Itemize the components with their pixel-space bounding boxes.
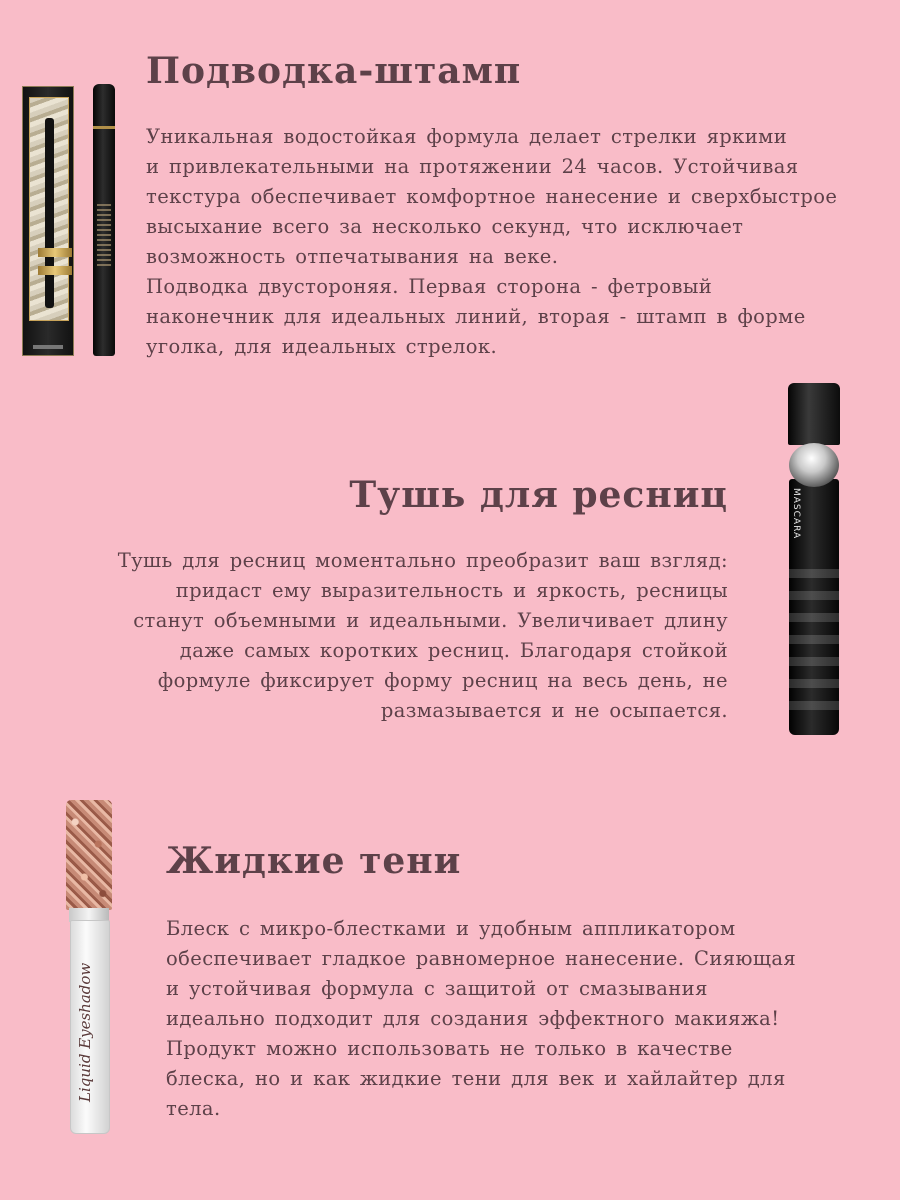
liquid-eyeshadow-product-label: Liquid Eyeshadow (76, 962, 94, 1102)
description-line: Тушь для ресниц моментально преобразит ваш взгляд: (117, 549, 728, 572)
eyeliner-title: Подводка-штамп (146, 50, 522, 92)
description-line: и привлекательными на протяжении 24 часов. Устойчивая (146, 155, 799, 178)
description-line: тела. (166, 1097, 221, 1120)
description-line: Блеск с микро-блестками и удобным аппликатором (166, 917, 736, 940)
description-line: Подводка двустороняя. Первая сторона - фетровый (146, 275, 713, 298)
mascara-image (785, 383, 843, 735)
mascara-description (40, 546, 728, 726)
description-line: и устойчивая формула с защитой от смазывания (166, 977, 708, 1000)
description-line: даже самых коротких ресниц. Благодаря стойкой (179, 639, 728, 662)
mascara-product-label: MASCARA (791, 488, 801, 540)
eyeliner-pen-image (93, 84, 115, 356)
description-line: текстура обеспечивает комфортное нанесение и сверхбыстрое (146, 185, 838, 208)
description-line: возможность отпечатывания на веке. (146, 245, 559, 268)
description-line: высыхание всего за несколько секунд, что исключает (146, 215, 744, 238)
liquid-shadow-description (166, 914, 826, 1124)
description-line: идеально подходит для создания эффектного макияжа! (166, 1007, 780, 1030)
liquid-eyeshadow-image (66, 800, 112, 1132)
description-line: станут объемными и идеальными. Увеличивает длину (133, 609, 728, 632)
eyeliner-box-image (22, 86, 74, 356)
description-line: размазывается и не осыпается. (380, 699, 728, 722)
description-line: Уникальная водостойкая формула делает стрелки яркими (146, 125, 788, 148)
mascara-title: Тушь для ресниц (349, 474, 728, 516)
liquid-shadow-title: Жидкие тени (166, 840, 462, 882)
description-line: формуле фиксирует форму ресниц на весь день, не (157, 669, 728, 692)
description-line: наконечник для идеальных линий, вторая - штамп в форме (146, 305, 806, 328)
description-line: блеска, но и как жидкие тени для век и хайлайтер для (166, 1067, 786, 1090)
eyeliner-description (146, 122, 880, 362)
description-line: Продукт можно использовать не только в качестве (166, 1037, 733, 1060)
description-line: придаст ему выразительность и яркость, ресницы (175, 579, 728, 602)
description-line: обеспечивает гладкое равномерное нанесение. Сияющая (166, 947, 797, 970)
description-line: уголка, для идеальных стрелок. (146, 335, 498, 358)
